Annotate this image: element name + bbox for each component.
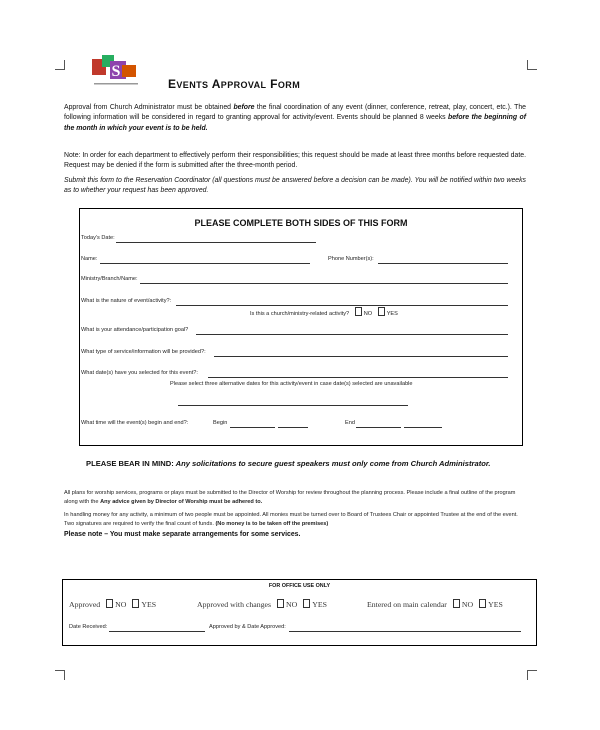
date-received-label: Date Received:: [69, 624, 108, 630]
church-related-no-checkbox[interactable]: [355, 307, 362, 316]
crop-mark-bottom-left: [55, 670, 65, 680]
phone-field[interactable]: [378, 263, 508, 264]
entered-yes-checkbox[interactable]: [479, 599, 486, 608]
crop-mark-top-left: [55, 60, 65, 70]
alt-dates-field[interactable]: [178, 405, 408, 406]
name-field[interactable]: [100, 263, 310, 264]
approved-changes-yes-checkbox[interactable]: [303, 599, 310, 608]
approved-yes-checkbox[interactable]: [132, 599, 139, 608]
date-received-field[interactable]: [109, 631, 205, 632]
services-field[interactable]: [214, 356, 508, 357]
church-related-label: Is this a church/ministry-related activity? NO YES: [250, 307, 398, 317]
church-logo: [90, 55, 142, 89]
goal-field[interactable]: [196, 334, 508, 335]
form-title: EVENTS APPROVAL FORM: [168, 77, 301, 91]
bear-in-mind-note: PLEASE BEAR IN MIND: Any solicitations to secure guest speakers must only come from Church Administrator.: [86, 459, 491, 468]
time-label: What time will the event(s) begin and end?:: [81, 420, 189, 426]
crop-mark-top-right: [527, 60, 537, 70]
intro-paragraph: Approval from Church Administrator must be obtained before the final coordination of any event (dinner, conference, retreat, play, concert, etc.). The following information will be considered in regard to granting approval for activity/event. Events should be planned 8 weeks before the beginning of the month in which your event is to be held.: [64, 104, 526, 132]
ministry-field[interactable]: [140, 283, 508, 284]
begin-label: Begin: [213, 420, 228, 426]
church-related-yes-checkbox[interactable]: [378, 307, 385, 316]
svg-text:S: S: [111, 63, 121, 80]
approved-by-label: Approved by & Date Approved:: [209, 624, 286, 630]
submit-paragraph: Submit this form to the Reservation Coordinator (all questions must be answered before a decision can be made). You will be notified within two weeks as to whether your request has been approved.: [64, 177, 526, 195]
request-form-box: [79, 208, 523, 446]
name-label: Name:: [81, 256, 98, 262]
end-period-field[interactable]: [404, 427, 442, 428]
nature-label: What is the nature of event/activity?:: [81, 298, 172, 304]
end-label: End: [345, 420, 355, 426]
box-title: PLEASE COMPLETE BOTH SIDES OF THIS FORM: [194, 218, 408, 228]
services-label: What type of service/information will be provided?:: [81, 349, 206, 355]
approved-no-checkbox[interactable]: [106, 599, 113, 608]
note-paragraph: Note: In order for each department to effectively perform their responsibilities; this request should be made at least three months before requested date. Request may be denied if the form is submitted after the three-month period.: [64, 152, 526, 170]
date-field[interactable]: [116, 242, 316, 243]
approved-by-field[interactable]: [289, 631, 521, 632]
ministry-label: Ministry/Branch/Name:: [81, 276, 138, 282]
date-label: Today's Date:: [81, 235, 115, 241]
approved-changes-no-checkbox[interactable]: [277, 599, 284, 608]
entered-no-checkbox[interactable]: [453, 599, 460, 608]
worship-paragraph: All plans for worship services, programs or plays must be submitted to the Director of Worship for review throughout the planning process. Please include a final outline of the program along with the Any advice given by Director of Worship must be adhered to.: [64, 490, 516, 505]
approved-option: Approved NO YES: [69, 600, 157, 609]
separate-arrangements-note: Please note – You must make separate arrangements for some services.: [64, 531, 301, 538]
nature-field[interactable]: [176, 305, 508, 306]
begin-period-field[interactable]: [278, 427, 308, 428]
office-use-title: FOR OFFICE USE ONLY: [268, 583, 331, 589]
dates-field[interactable]: [208, 377, 508, 378]
money-paragraph: In handling money for any activity, a minimum of two people must be appointed. All monies must be turned over to Board of Trustees Chair or appointed Trustee at the end of the event. Two signatures are required to verify the final count of funds. (No money is to be taken off the premises): [64, 512, 518, 527]
end-time-field[interactable]: [356, 427, 401, 428]
entered-calendar-option: Entered on main calendar NO YES: [367, 600, 503, 609]
office-use-box: [62, 579, 537, 646]
dates-label: What date(s) have you selected for this event?:: [81, 370, 198, 376]
crop-mark-bottom-right: [527, 670, 537, 680]
begin-time-field[interactable]: [230, 427, 275, 428]
goal-label: What is your attendance/participation goal?: [81, 327, 189, 333]
alt-dates-note: Please select three alternative dates for this activity/event in case date(s) selected are unavailable: [170, 381, 413, 387]
phone-label: Phone Number(s):: [328, 256, 374, 262]
approved-with-changes-option: Approved with changes NO YES: [197, 600, 327, 609]
